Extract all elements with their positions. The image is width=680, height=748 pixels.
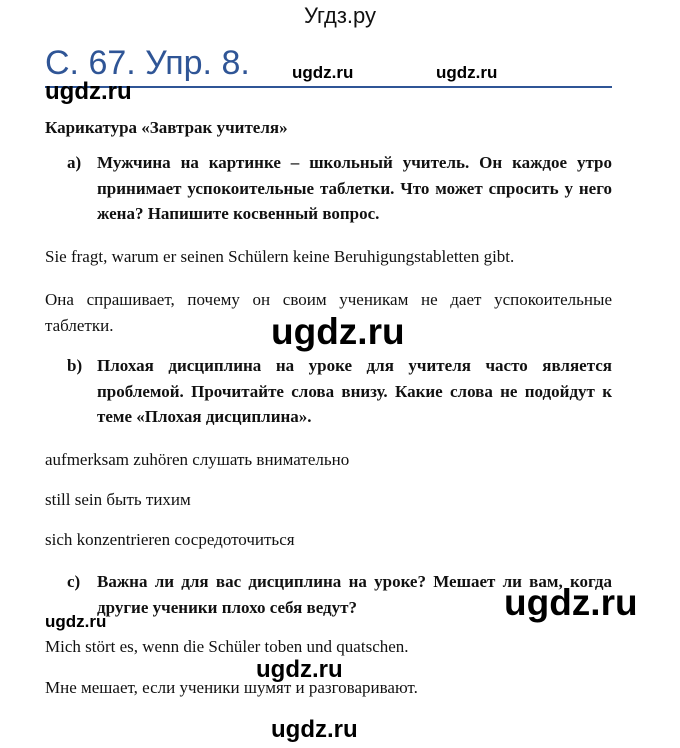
watermark: ugdz.ru [45, 78, 132, 105]
answer-c-german: Mich stört es, wenn die Schüler toben und quatschen. [45, 637, 409, 656]
answer-b-word: sich konzentrieren сосредоточиться [45, 530, 295, 549]
answer-c-russian: Мне мешает, если ученики шумят и разговаривают. [45, 678, 418, 697]
watermark: ugdz.ru [271, 716, 358, 743]
task-marker: a) [67, 153, 82, 172]
watermark: ugdz.ru [271, 311, 405, 352]
task-a [67, 150, 612, 227]
watermark: ugdz.ru [436, 63, 498, 82]
task-b [67, 353, 612, 430]
task-text: Важна ли для вас дисциплина на уроке? Мешает ли вам, когда другие ученики плохо себя ведут? [97, 572, 612, 617]
watermark: ugdz.ru [292, 63, 354, 82]
task-marker: b) [67, 356, 83, 375]
answer-b-word: aufmerksam zuhören слушать внимательно [45, 450, 350, 469]
task-marker: c) [67, 572, 81, 591]
answer-b-word: still sein быть тихим [45, 490, 191, 509]
watermark: ugdz.ru [45, 612, 107, 631]
answer-a-russian: Она спрашивает, почему он своим ученикам не дает успокоительные таблетки. [45, 290, 612, 335]
exercise-subtitle: Карикатура «Завтрак учителя» [45, 118, 288, 137]
task-text: Мужчина на картинке – школьный учитель. Он каждое утро принимает успокоительные таблетки. Что может спросить у него жена? Напишите косвенный вопрос. [97, 153, 612, 223]
watermark: ugdz.ru [256, 656, 343, 683]
answer-a-german: Sie fragt, warum er seinen Schülern keine Beruhigungstabletten gibt. [45, 247, 515, 266]
site-title: Угдз.ру [303, 3, 377, 28]
page-heading: С. 67. Упр. 8. [45, 44, 250, 82]
watermark: ugdz.ru [504, 582, 638, 623]
task-text: Плохая дисциплина на уроке для учителя часто является проблемой. Прочитайте слова внизу. Какие слова не подойдут к теме «Плохая дисциплина». [97, 356, 612, 426]
